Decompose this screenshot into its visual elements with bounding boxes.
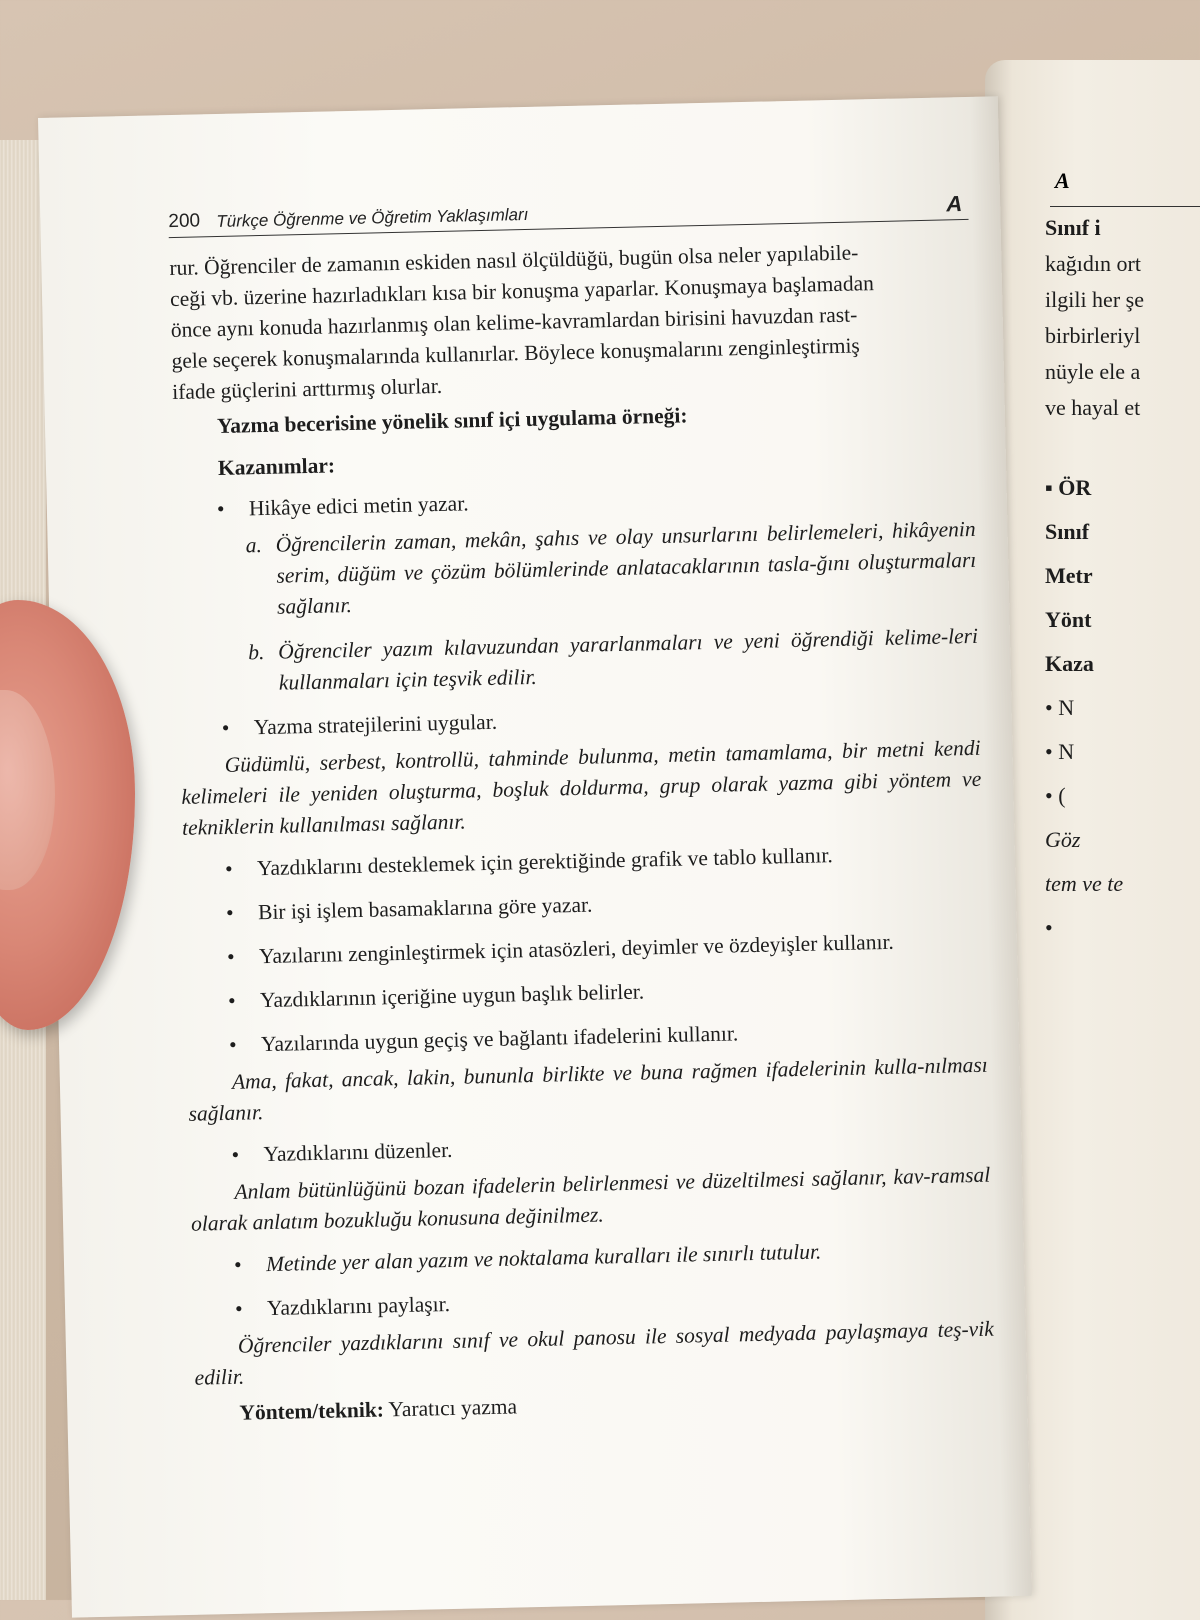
- list-item-text: Metinde yer alan yazım ve noktalama kuralları ile sınırlı tutulur.: [265, 1239, 822, 1277]
- right-page-line: Metr: [1045, 563, 1093, 588]
- right-page-text: [1045, 210, 1144, 946]
- outcome-list: [183, 830, 988, 1068]
- right-page-line: •: [1045, 915, 1053, 940]
- sub-item-a: [175, 514, 977, 625]
- list-item-text: Yazma stratejilerini uygular.: [253, 709, 498, 740]
- publisher-logo: A: [946, 191, 963, 217]
- right-page-line: ve hayal et: [1045, 395, 1141, 420]
- intro-paragraph: [169, 235, 972, 408]
- list-item-text: Yazdıklarını paylaşır.: [266, 1291, 451, 1321]
- bullet-icon: •: [228, 1032, 237, 1057]
- sub-item-letter: b.: [247, 640, 265, 665]
- right-page-line: birbirleriyl: [1045, 323, 1141, 348]
- intro-line: önce aynı konuda hazırlanmış olan kelime-kavramlardan birisini havuzdan rast-: [170, 302, 858, 343]
- right-page-line: ▪ ÖR: [1045, 475, 1092, 500]
- left-page: [38, 96, 1032, 1617]
- list-item-text: Yazdıklarının içeriğine uygun başlık belirler.: [259, 979, 645, 1013]
- right-header-logo: A: [1055, 168, 1070, 193]
- book-title: Türkçe Öğrenme ve Öğretim Yaklaşımları: [216, 204, 529, 231]
- intro-line: ceği vb. üzerine hazırladıkları kısa bir konuşma yaparlar. Konuşmaya başlamadan: [169, 271, 875, 312]
- right-page-line: ilgili her şe: [1045, 287, 1144, 312]
- method-note: Güdümlü, serbest, kontrollü, tahminde bulunma, metin tamamlama, bir metni kendi kelimeleri ile yeniden oluşturma, boşluk doldurma, grup olarak yazma gibi yöntem ve tekniklerin kullanılması sağlanır.: [181, 735, 982, 840]
- intro-line: gele seçerek konuşmalarında kullanırlar. Böylece konuşmalarını zenginleştirmiş: [171, 333, 861, 374]
- list-item-text: Yazdıklarını desteklemek için gerektiğinde grafik ve tablo kullanır.: [256, 843, 833, 881]
- right-page-line: Kaza: [1045, 651, 1094, 676]
- right-page-line: • N: [1045, 739, 1075, 764]
- method-note: Anlam bütünlüğünü bozan ifadelerin belirlenmesi ve düzeltilmesi sağlanır, kav-ramsal olarak anlatım bozukluğu konusuna değinilmez.: [190, 1162, 991, 1236]
- outcomes-label: Kazanımlar:: [217, 453, 336, 481]
- bullet-icon: •: [226, 944, 235, 969]
- list-item-text: Yazdıklarını düzenler.: [263, 1137, 453, 1167]
- list-item-text: Yazılarında uygun geçiş ve bağlantı ifadelerini kullanır.: [260, 1021, 739, 1057]
- running-header: [168, 189, 968, 238]
- bullet-icon: •: [231, 1142, 240, 1167]
- bullet-icon: •: [224, 856, 233, 881]
- method-value: Yaratıcı yazma: [388, 1394, 518, 1422]
- page-number: 200: [168, 210, 201, 233]
- right-header-rule: [1050, 188, 1200, 207]
- bullet-icon: •: [221, 715, 230, 740]
- list-item-text: Yazılarını zenginleştirmek için atasözleri, deyimler ve özdeyişler kullanır.: [258, 929, 895, 969]
- bullet-icon: •: [216, 496, 225, 522]
- sub-item-text: Öğrencilerin zaman, mekân, şahıs ve olay unsurlarını belirlemeleri, hikâyenin serim, düğüm ve çözüm bölümlerinde anlatacaklarının tasla-ğını oluşturmaları sağlanır.: [275, 516, 977, 619]
- section-heading: Yazma becerisine yönelik sınıf içi uygulama örneği:: [216, 403, 688, 439]
- right-page-line: nüyle ele a: [1045, 359, 1141, 384]
- right-page-line: Göz: [1045, 827, 1081, 852]
- list-item-text: Hikâye edici metin yazar.: [248, 491, 469, 521]
- bullet-icon: •: [233, 1252, 242, 1277]
- right-page-line: tem ve te: [1045, 871, 1124, 896]
- right-page-line: • (: [1045, 783, 1066, 808]
- page-body: [169, 235, 996, 1434]
- right-page-line: Yönt: [1045, 607, 1092, 632]
- bullet-icon: •: [225, 900, 234, 925]
- right-page-line: [1045, 426, 1144, 462]
- right-page-line: Sınıf i: [1045, 215, 1101, 240]
- right-page-line: Sınıf: [1045, 519, 1090, 544]
- right-page-line: • N: [1045, 695, 1075, 720]
- sub-item-letter: a.: [245, 533, 263, 558]
- sub-item-b: [178, 621, 979, 701]
- sub-item-text: Öğrenciler yazım kılavuzundan yararlanmaları ve yeni öğrendiği kelime-leri kullanmaları için teşvik edilir.: [277, 623, 979, 695]
- method-note: Ama, fakat, ancak, lakin, bununla birlikte ve buna rağmen ifadelerinin kulla-nılması sağlanır.: [188, 1052, 988, 1126]
- bullet-icon: •: [234, 1296, 243, 1321]
- bullet-icon: •: [227, 988, 236, 1013]
- intro-line: ifade güçlerini arttırmış olurlar.: [171, 373, 443, 405]
- method-note: Öğrenciler yazdıklarını sınıf ve okul panosu ile sosyal medyada paylaşmaya teş-vik edilir.: [194, 1316, 994, 1390]
- list-item-text: Bir işi işlem basamaklarına göre yazar.: [257, 892, 593, 925]
- intro-line: rur. Öğrenciler de zamanın eskiden nasıl ölçüldüğü, bugün olsa neler yapılabile-: [169, 240, 859, 281]
- method-label: Yöntem/teknik:: [239, 1397, 385, 1425]
- right-page-line: kağıdın ort: [1045, 251, 1141, 276]
